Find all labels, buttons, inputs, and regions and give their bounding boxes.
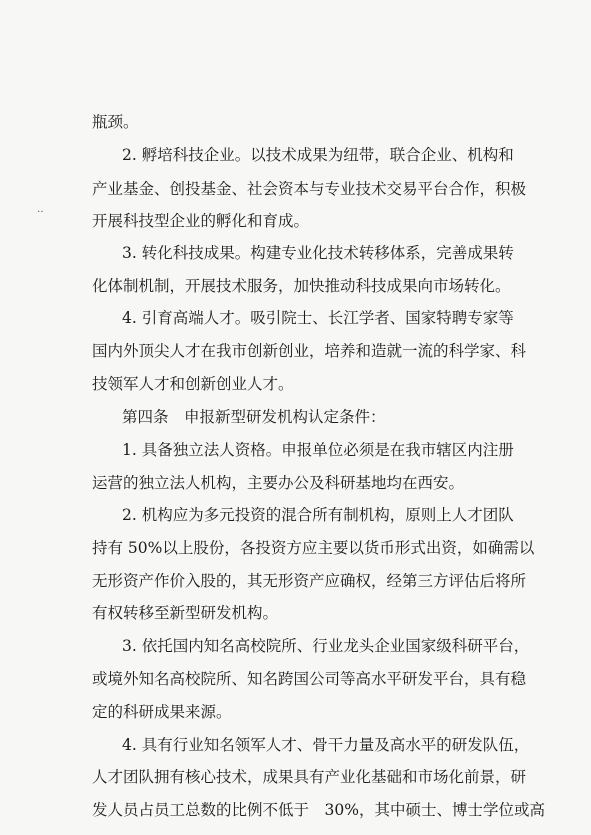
paragraph-line: 人才团队拥有核心技术，成果具有产业化基础和市场化前景，研 bbox=[92, 768, 527, 786]
paragraph-line: 开展科技型企业的孵化和育成。 bbox=[92, 212, 310, 230]
paragraph-line: 运营的独立法人机构，主要办公及科研基地均在西安。 bbox=[92, 474, 465, 492]
paragraph-line: 1. 具备独立法人资格。申报单位必须是在我市辖区内注册 bbox=[122, 441, 514, 459]
paragraph-line: 有权转移至新型研发机构。 bbox=[92, 604, 279, 622]
paragraph-line: 2. 机构应为多元投资的混合所有制机构，原则上人才团队 bbox=[122, 506, 514, 524]
paragraph-line: 发人员占员工总数的比例不低于 30%，其中硕士、博士学位或高 bbox=[92, 801, 545, 819]
margin-mark: ‥ bbox=[37, 204, 44, 215]
paragraph-line: 瓶颈。 bbox=[92, 113, 139, 131]
paragraph-line: 3. 转化科技成果。构建专业化技术转移体系，完善成果转 bbox=[122, 244, 514, 262]
paragraph-line: 技领军人才和创新创业人才。 bbox=[92, 375, 294, 393]
paragraph-line: 持有 50%以上股份，各投资方应主要以货币形式出资，如确需以 bbox=[92, 539, 535, 557]
paragraph-line: 2. 孵培科技企业。以技术成果为纽带，联合企业、机构和 bbox=[122, 146, 514, 164]
paragraph-line: 3. 依托国内知名高校院所、行业龙头企业国家级科研平台， bbox=[122, 637, 530, 655]
paragraph-line: 或境外知名高校院所、知名跨国公司等高水平研发平台，具有稳 bbox=[92, 670, 527, 688]
paragraph-line: 国内外顶尖人才在我市创新创业，培养和造就一流的科学家、科 bbox=[92, 342, 527, 360]
paragraph-line: 化体制机制，开展技术服务，加快推动科技成果向市场转化。 bbox=[92, 277, 511, 295]
paragraph-line: 产业基金、创投基金、社会资本与专业技术交易平台合作，积极 bbox=[92, 180, 527, 198]
paragraph-line: 4. 引育高端人才。吸引院士、长江学者、国家特聘专家等 bbox=[122, 309, 514, 327]
article-heading: 第四条 申报新型研发机构认定条件： bbox=[122, 408, 386, 426]
paragraph-line: 定的科研成果来源。 bbox=[92, 703, 232, 721]
paragraph-line: 4. 具有行业知名领军人才、骨干力量及高水平的研发队伍， bbox=[122, 736, 530, 754]
paragraph-line: 无形资产作价入股的，其无形资产应确权，经第三方评估后将所 bbox=[92, 572, 527, 590]
